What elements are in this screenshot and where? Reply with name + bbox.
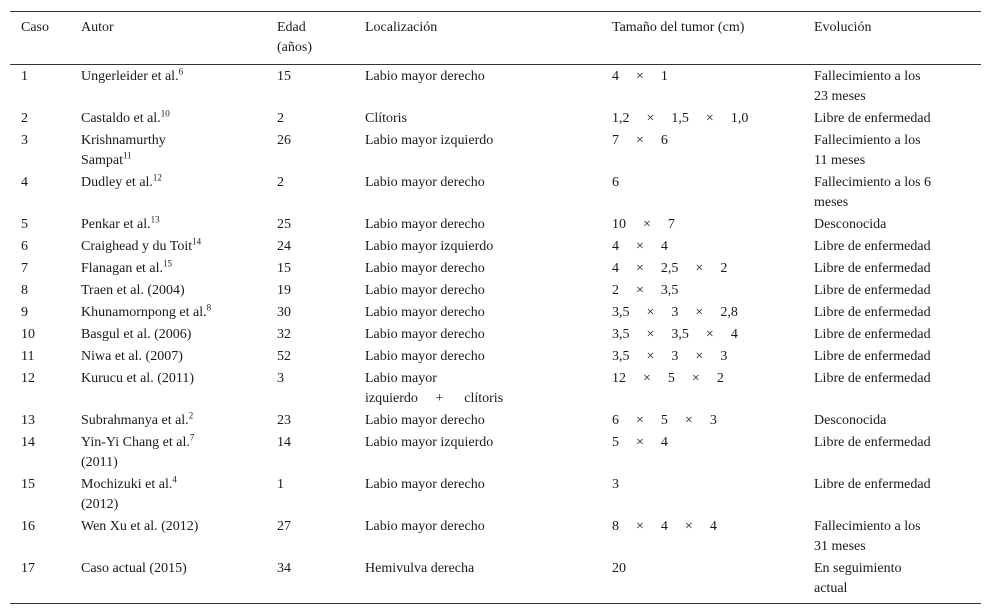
dimension-value: 2 xyxy=(720,261,728,276)
table-row xyxy=(10,303,981,325)
dimension-value: 1,2 xyxy=(612,111,630,126)
autor-text: Mochizuki et al. xyxy=(81,477,173,492)
localizacion-text: Labio mayor izquierdo xyxy=(365,133,494,148)
times-symbol: × xyxy=(705,327,714,342)
times-symbol: × xyxy=(695,261,704,276)
evolucion-text: 31 meses xyxy=(814,539,866,554)
evolucion-text: Fallecimiento a los xyxy=(814,133,921,148)
cell-evolucion xyxy=(814,475,931,495)
dimension-value: 6 xyxy=(660,133,668,148)
evolucion-text: Desconocida xyxy=(814,217,887,232)
cell-edad: 23 xyxy=(277,413,291,428)
dimension-value: 20 xyxy=(612,561,626,576)
dimension-value: 7 xyxy=(612,133,619,148)
reference-superscript: 10 xyxy=(160,108,170,119)
dimension-value: 7 xyxy=(667,217,675,232)
cell-tamano xyxy=(612,411,717,431)
reference-superscript: 4 xyxy=(172,474,177,485)
times-symbol: × xyxy=(646,305,655,320)
cell-evolucion xyxy=(814,411,886,431)
cell-autor xyxy=(81,559,187,579)
reference-superscript: 15 xyxy=(163,258,173,269)
dimension-value: 2 xyxy=(716,371,724,386)
dimension-value: 1,5 xyxy=(671,111,689,126)
evolucion-text: Fallecimiento a los 6 xyxy=(814,175,932,190)
cell-tamano xyxy=(612,303,738,323)
cell-tamano xyxy=(612,173,619,193)
cell-tamano xyxy=(612,237,668,257)
evolucion-text: Libre de enfermedad xyxy=(814,305,931,320)
cell-autor xyxy=(81,281,185,301)
cell-tamano xyxy=(612,215,675,235)
cell-tamano xyxy=(612,109,748,129)
cell-evolucion xyxy=(814,173,931,213)
cell-evolucion xyxy=(814,131,921,171)
cell-autor xyxy=(81,173,162,193)
cell-tamano xyxy=(612,347,727,367)
cell-evolucion xyxy=(814,559,902,599)
cell-evolucion xyxy=(814,347,931,367)
localizacion-text: Labio mayor derecho xyxy=(365,305,485,320)
cell-localizacion xyxy=(365,303,485,323)
cell-evolucion xyxy=(814,215,886,235)
dimension-value: 4 xyxy=(660,435,668,450)
cell-tamano xyxy=(612,517,717,537)
cell-caso: 4 xyxy=(21,175,28,190)
cell-edad: 14 xyxy=(277,435,291,450)
table-row xyxy=(10,517,981,559)
times-symbol: × xyxy=(636,519,644,534)
table-row xyxy=(10,109,981,131)
cell-autor xyxy=(81,325,191,345)
table-row xyxy=(10,67,981,109)
evolucion-text: Libre de enfermedad xyxy=(814,111,931,126)
cell-caso: 7 xyxy=(21,261,28,276)
table-row xyxy=(10,411,981,433)
dimension-value: 5 xyxy=(660,413,668,428)
table-row xyxy=(10,237,981,259)
times-symbol: × xyxy=(705,111,714,126)
autor-text: Wen Xu et al. (2012) xyxy=(81,519,199,534)
reference-superscript: 6 xyxy=(178,66,184,77)
evolucion-text: Libre de enfermedad xyxy=(814,283,931,298)
cell-autor xyxy=(81,303,211,323)
cell-tamano xyxy=(612,259,727,279)
localizacion-text: Labio mayor derecho xyxy=(365,413,485,428)
localizacion-text: Clítoris xyxy=(365,111,408,126)
autor-text: (2011) xyxy=(81,455,118,470)
cell-edad: 19 xyxy=(277,283,291,298)
dimension-value: 3,5 xyxy=(612,327,630,342)
times-symbol: × xyxy=(695,305,704,320)
dimension-value: 3 xyxy=(671,305,679,320)
evolucion-text: 23 meses xyxy=(814,89,866,104)
times-symbol: × xyxy=(636,283,644,298)
cell-localizacion xyxy=(365,325,485,345)
dimension-value: 3,5 xyxy=(612,305,630,320)
table-row xyxy=(10,369,981,411)
table-row xyxy=(10,325,981,347)
cell-evolucion xyxy=(814,109,931,129)
header-evolucion: Evolución xyxy=(814,20,872,35)
cell-caso: 6 xyxy=(21,239,28,254)
cell-evolucion xyxy=(814,281,931,301)
autor-text: Subrahmanya et al. xyxy=(81,413,189,428)
dimension-value: 3 xyxy=(709,413,717,428)
cell-edad: 2 xyxy=(277,111,284,126)
localizacion-text: Labio mayor derecho xyxy=(365,327,485,342)
table-row xyxy=(10,131,981,173)
dimension-value: 2 xyxy=(612,283,619,298)
evolucion-text: Libre de enfermedad xyxy=(814,327,931,342)
dimension-value: 3,5 xyxy=(671,327,689,342)
cell-edad: 3 xyxy=(277,371,284,386)
autor-text: Penkar et al. xyxy=(81,217,151,232)
cell-caso: 15 xyxy=(21,477,35,492)
times-symbol: × xyxy=(636,239,644,254)
cell-edad: 27 xyxy=(277,519,291,534)
dimension-value: 10 xyxy=(612,217,626,232)
autor-text: Yin-Yi Chang et al. xyxy=(81,435,190,450)
times-symbol: × xyxy=(643,217,651,232)
dimension-value: 2,5 xyxy=(660,261,679,276)
table-header xyxy=(10,11,981,65)
autor-text: Caso actual (2015) xyxy=(81,561,187,576)
cell-caso: 16 xyxy=(21,519,35,534)
localizacion-text: izquierdo + clítoris xyxy=(365,391,504,406)
dimension-value: 2,8 xyxy=(720,305,738,320)
dimension-value: 5 xyxy=(667,371,675,386)
table-row xyxy=(10,281,981,303)
cell-autor xyxy=(81,369,194,389)
dimension-value: 4 xyxy=(612,261,619,276)
reference-superscript: 2 xyxy=(188,410,194,421)
localizacion-text: Labio mayor derecho xyxy=(365,349,485,364)
cell-caso: 2 xyxy=(21,111,28,126)
dimension-value: 3,5 xyxy=(660,283,679,298)
evolucion-text: En seguimiento xyxy=(814,561,902,576)
localizacion-text: Labio mayor derecho xyxy=(365,69,485,84)
evolucion-text: Libre de enfermedad xyxy=(814,261,931,276)
times-symbol: × xyxy=(636,413,644,428)
table-row xyxy=(10,475,981,517)
cell-caso: 11 xyxy=(21,349,35,364)
evolucion-text: actual xyxy=(814,581,848,596)
cell-localizacion xyxy=(365,215,485,235)
autor-text: Traen et al. (2004) xyxy=(81,283,185,298)
dimension-value: 8 xyxy=(612,519,619,534)
autor-text: Krishnamurthy xyxy=(81,133,166,148)
evolucion-text: Libre de enfermedad xyxy=(814,239,931,254)
autor-text: Craighead y du Toit xyxy=(81,239,193,254)
evolucion-text: Fallecimiento a los xyxy=(814,69,921,84)
dimension-value: 3 xyxy=(671,349,679,364)
cell-localizacion xyxy=(365,173,485,193)
dimension-value: 3,5 xyxy=(612,349,630,364)
evolucion-text: Libre de enfermedad xyxy=(814,371,931,386)
cell-edad: 52 xyxy=(277,349,291,364)
cell-tamano xyxy=(612,475,619,495)
evolucion-text: Libre de enfermedad xyxy=(814,435,931,450)
reference-superscript: 13 xyxy=(150,214,160,225)
cell-evolucion xyxy=(814,369,931,389)
reference-superscript: 11 xyxy=(123,150,132,161)
cell-localizacion xyxy=(365,259,485,279)
times-symbol: × xyxy=(695,349,704,364)
cell-autor xyxy=(81,215,160,235)
table-row xyxy=(10,173,981,215)
times-symbol: × xyxy=(646,349,655,364)
cell-evolucion xyxy=(814,67,921,107)
times-symbol: × xyxy=(691,371,700,386)
cell-tamano xyxy=(612,281,678,301)
dimension-value: 1 xyxy=(660,69,668,84)
localizacion-text: Labio mayor derecho xyxy=(365,283,485,298)
cell-tamano xyxy=(612,559,626,579)
cell-autor xyxy=(81,259,172,279)
cell-tamano xyxy=(612,369,724,389)
cell-tamano xyxy=(612,67,668,87)
table-row xyxy=(10,433,981,475)
dimension-value: 3 xyxy=(720,349,728,364)
cell-tamano xyxy=(612,433,668,453)
reference-superscript: 14 xyxy=(192,236,202,247)
cell-autor xyxy=(81,67,183,87)
cell-caso: 1 xyxy=(21,69,28,84)
cell-localizacion xyxy=(365,109,407,129)
header-edad: Edad (años) xyxy=(277,20,312,55)
cell-autor xyxy=(81,517,198,537)
dimension-value: 4 xyxy=(709,519,717,534)
cell-caso: 17 xyxy=(21,561,35,576)
cell-autor xyxy=(81,433,194,473)
localizacion-text: Labio mayor derecho xyxy=(365,261,485,276)
cell-caso: 13 xyxy=(21,413,35,428)
cell-evolucion xyxy=(814,237,931,257)
localizacion-text: Labio mayor izquierdo xyxy=(365,435,494,450)
dimension-value: 4 xyxy=(660,519,668,534)
cases-table xyxy=(10,11,981,599)
cell-localizacion xyxy=(365,131,493,151)
cell-tamano xyxy=(612,325,738,345)
cell-evolucion xyxy=(814,303,931,323)
dimension-value: 4 xyxy=(660,239,668,254)
cell-localizacion xyxy=(365,347,485,367)
reference-superscript: 7 xyxy=(189,432,195,443)
times-symbol: × xyxy=(636,435,644,450)
times-symbol: × xyxy=(646,327,655,342)
cell-tamano xyxy=(612,131,668,151)
localizacion-text: Labio mayor derecho xyxy=(365,217,485,232)
table-body xyxy=(10,67,981,601)
autor-text: Sampat xyxy=(81,153,123,168)
cell-caso: 8 xyxy=(21,283,28,298)
autor-text: Castaldo et al. xyxy=(81,111,161,126)
cell-autor xyxy=(81,237,201,257)
evolucion-text: Libre de enfermedad xyxy=(814,477,931,492)
dimension-value: 4 xyxy=(612,69,619,84)
dimension-value: 12 xyxy=(612,371,626,386)
cell-autor xyxy=(81,347,183,367)
cell-edad: 2 xyxy=(277,175,284,190)
localizacion-text: Labio mayor derecho xyxy=(365,175,485,190)
cell-edad: 1 xyxy=(277,477,284,492)
times-symbol: × xyxy=(636,69,644,84)
cell-caso: 10 xyxy=(21,327,35,342)
cell-edad: 15 xyxy=(277,261,291,276)
evolucion-text: Fallecimiento a los xyxy=(814,519,921,534)
cell-localizacion xyxy=(365,237,493,257)
reference-superscript: 8 xyxy=(206,302,212,313)
cell-caso: 14 xyxy=(21,435,35,450)
evolucion-text: Libre de enfermedad xyxy=(814,349,931,364)
cell-edad: 25 xyxy=(277,217,291,232)
dimension-value: 1,0 xyxy=(730,111,749,126)
autor-text: Basgul et al. (2006) xyxy=(81,327,192,342)
cell-edad: 34 xyxy=(277,561,291,576)
cell-localizacion xyxy=(365,433,493,453)
autor-text: Ungerleider et al. xyxy=(81,69,179,84)
cell-evolucion xyxy=(814,259,931,279)
dimension-value: 6 xyxy=(612,413,619,428)
evolucion-text: meses xyxy=(814,195,849,210)
table-row xyxy=(10,259,981,281)
cell-localizacion xyxy=(365,517,485,537)
cell-edad: 15 xyxy=(277,69,291,84)
cell-evolucion xyxy=(814,325,931,345)
header-caso: Caso xyxy=(21,20,49,35)
table-bottom-rule xyxy=(10,603,981,604)
cell-autor xyxy=(81,109,170,129)
times-symbol: × xyxy=(636,261,644,276)
localizacion-text: Labio mayor izquierdo xyxy=(365,239,494,254)
autor-text: Dudley et al. xyxy=(81,175,153,190)
cell-evolucion xyxy=(814,433,931,453)
header-localizacion: Localización xyxy=(365,20,438,35)
localizacion-text: Labio mayor derecho xyxy=(365,477,485,492)
table-row xyxy=(10,347,981,369)
times-symbol: × xyxy=(684,519,693,534)
localizacion-text: Hemivulva derecha xyxy=(365,561,475,576)
times-symbol: × xyxy=(643,371,651,386)
localizacion-text: Labio mayor xyxy=(365,371,437,386)
autor-text: Flanagan et al. xyxy=(81,261,164,276)
cell-localizacion xyxy=(365,559,474,579)
cell-caso: 12 xyxy=(21,371,35,386)
localizacion-text: Labio mayor derecho xyxy=(365,519,485,534)
dimension-value: 5 xyxy=(612,435,619,450)
cell-autor xyxy=(81,475,177,515)
autor-text: Kurucu et al. (2011) xyxy=(81,371,194,386)
evolucion-text: 11 meses xyxy=(814,153,866,168)
cell-localizacion xyxy=(365,67,485,87)
cell-edad: 24 xyxy=(277,239,291,254)
dimension-value: 4 xyxy=(612,239,619,254)
table-row xyxy=(10,215,981,237)
times-symbol: × xyxy=(646,111,655,126)
cell-localizacion xyxy=(365,369,503,409)
cell-autor xyxy=(81,411,193,431)
dimension-value: 4 xyxy=(730,327,738,342)
times-symbol: × xyxy=(684,413,693,428)
cell-caso: 3 xyxy=(21,133,28,148)
cell-edad: 30 xyxy=(277,305,291,320)
cell-localizacion xyxy=(365,475,485,495)
cell-edad: 32 xyxy=(277,327,291,342)
cell-evolucion xyxy=(814,517,921,557)
dimension-value: 6 xyxy=(612,175,619,190)
cell-caso: 9 xyxy=(21,305,28,320)
reference-superscript: 12 xyxy=(152,172,162,183)
autor-text: Khunamornpong et al. xyxy=(81,305,207,320)
autor-text: (2012) xyxy=(81,497,119,512)
cell-localizacion xyxy=(365,281,485,301)
header-tamano: Tamaño del tumor (cm) xyxy=(612,20,745,35)
dimension-value: 3 xyxy=(612,477,619,492)
cell-autor xyxy=(81,131,166,171)
autor-text: Niwa et al. (2007) xyxy=(81,349,183,364)
evolucion-text: Desconocida xyxy=(814,413,887,428)
cell-caso: 5 xyxy=(21,217,28,232)
cell-localizacion xyxy=(365,411,485,431)
table-row xyxy=(10,559,981,601)
header-autor: Autor xyxy=(81,20,114,35)
times-symbol: × xyxy=(636,133,644,148)
cell-edad: 26 xyxy=(277,133,291,148)
